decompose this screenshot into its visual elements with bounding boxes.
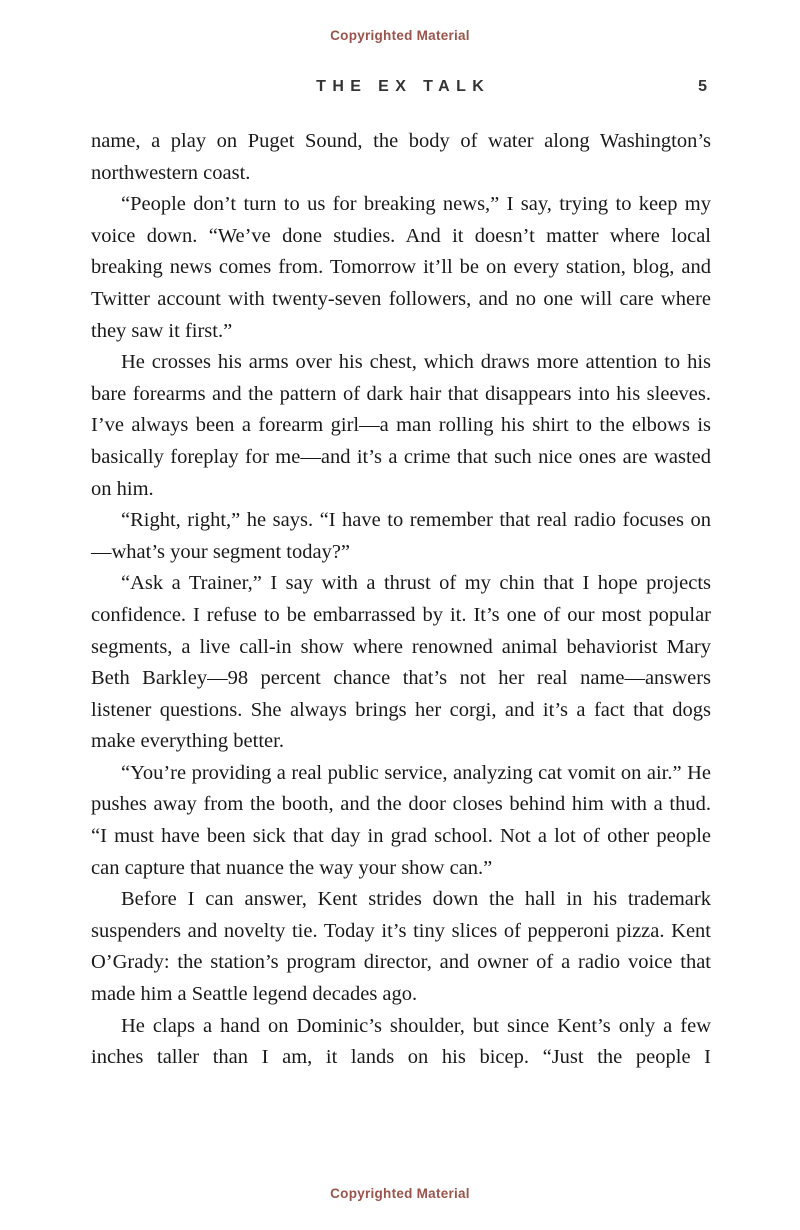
copyright-notice-top: Copyrighted Material: [330, 28, 470, 43]
book-title: THE EX TALK: [316, 78, 491, 95]
page-number: 5: [698, 78, 707, 95]
paragraph: Before I can answer, Kent strides down the hall in his trademark suspenders and novelty tie. Today it’s tiny slices of pepperoni pizza. Kent O’Grady: the station’s program director, and owner of a radio voice that made him a Seattle legend decades ago.: [91, 888, 711, 1006]
copyright-notice-bottom: Copyrighted Material: [330, 1186, 470, 1201]
paragraph: name, a play on Puget Sound, the body of water along Washington’s northwestern coast.: [91, 130, 711, 184]
paragraph: He claps a hand on Dominic’s shoulder, but since Kent’s only a few inches taller than I am, it lands on his bicep. “Just the people I: [91, 1014, 711, 1069]
body-text: [91, 126, 711, 1074]
paragraph: “Ask a Trainer,” I say with a thrust of my chin that I hope projects confidence. I refuse to be embarrassed by it. It’s one of our most popular segments, a live call-in show where renowned animal behaviorist Mary Beth Barkley—98 percent chance that’s not her real name—answers listener questions. She always brings her corgi, and it’s a fact that dogs make everything better.: [91, 572, 711, 753]
paragraph: “People don’t turn to us for breaking news,” I say, trying to keep my voice down. “We’ve done studies. And it doesn’t matter where local breaking news comes from. Tomorrow it’ll be on every station, blog, and Twitter account with twenty-seven followers, and no one will care where they saw it first.”: [91, 193, 711, 342]
paragraph: “Right, right,” he says. “I have to remember that real radio focuses on—what’s your segment today?”: [91, 509, 711, 563]
paragraph: He crosses his arms over his chest, which draws more attention to his bare forearms and the pattern of dark hair that disappears into his sleeves. I’ve always been a forearm girl—a man rolling his shirt to the elbows is basically foreplay for me—and it’s a crime that such nice ones are wasted on him.: [91, 351, 711, 500]
running-header: [91, 78, 709, 100]
paragraph: “You’re providing a real public service, analyzing cat vomit on air.” He pushes away from the booth, and the door closes behind him with a thud. “I must have been sick that day in grad school. Not a lot of other people can capture that nuance the way your show can.”: [91, 761, 711, 879]
